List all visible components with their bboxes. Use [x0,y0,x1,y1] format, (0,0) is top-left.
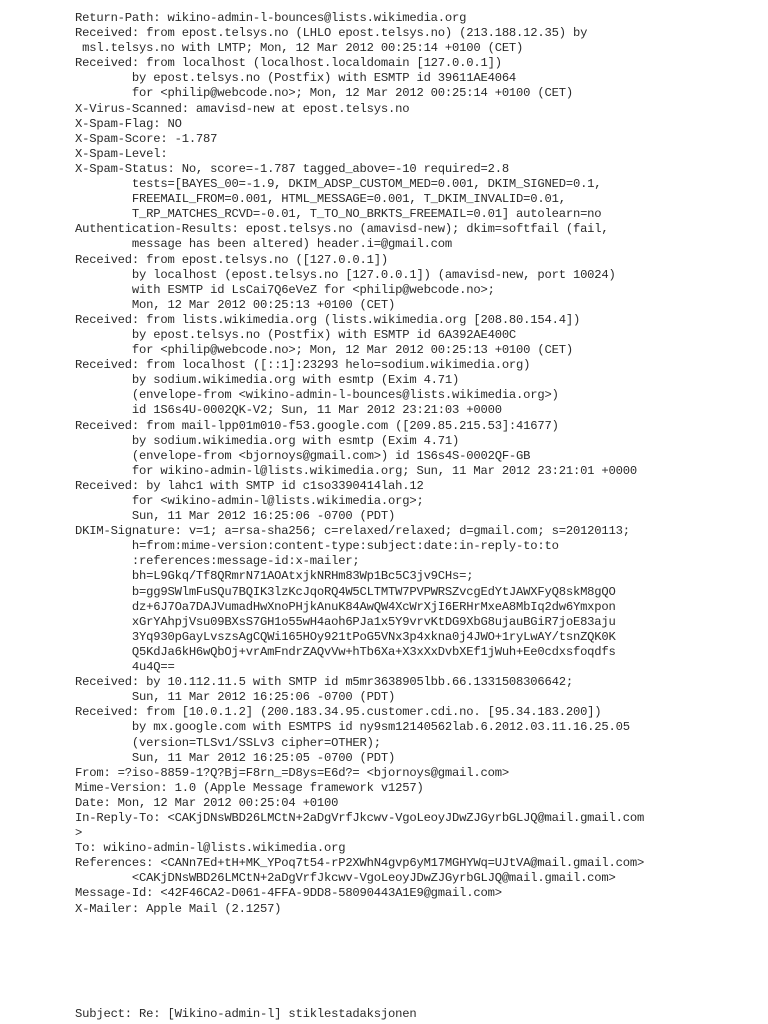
email-header-line: To: wikino-admin-l@lists.wikimedia.org [75,841,346,856]
email-header-line: b=gg9SWlmFuSQu7BQIK3lzKcJqoRQ4W5CLTMTW7PVPWRSZvcgEdYtJAWXFyQ8skM8gQO [75,584,616,599]
email-header-line: <CAKjDNsWBD26LMCtN+2aDgVrfJkcwv-VgoLeoyJDwZJGyrbGLJQ@mail.gmail.com> [75,871,616,886]
email-header-line: bh=L9Gkq/Tf8QRmrN71AOAtxjkNRHm83Wp1Bc5C3jv9CHs=; [75,569,474,584]
email-header-line: by sodium.wikimedia.org with esmtp (Exim 4.71) [75,433,460,448]
email-subject-line: Subject: Re: [Wikino-admin-l] stiklestadaksjonen [75,1007,417,1021]
email-header-line: Received: by 10.112.11.5 with SMTP id m5mr3638905lbb.66.1331508306642; [75,675,573,690]
email-header-line: X-Spam-Score: -1.787 [75,131,218,146]
email-header-line: for wikino-admin-l@lists.wikimedia.org; Sun, 11 Mar 2012 23:21:01 +0000 [75,463,637,478]
email-header-line: Received: from mail-lpp01m010-f53.google.com ([209.85.215.53]:41677) [75,418,559,433]
email-header-line: id 1S6s4U-0002QK-V2; Sun, 11 Mar 2012 23:21:03 +0000 [75,403,502,418]
email-header-line: by sodium.wikimedia.org with esmtp (Exim 4.71) [75,373,460,388]
email-header-line: :references:message-id:x-mailer; [75,554,360,569]
email-header-line: Mime-Version: 1.0 (Apple Message framework v1257) [75,780,424,795]
email-header-line: 4u4Q== [75,660,175,675]
email-header-line: > [75,826,83,841]
email-header-line: for <philip@webcode.no>; Mon, 12 Mar 2012 00:25:14 +0100 (CET) [75,86,573,101]
email-header-line: In-Reply-To: <CAKjDNsWBD26LMCtN+2aDgVrfJkcwv-VgoLeoyJDwZJGyrbGLJQ@mail.gmail.com [75,810,645,825]
email-header-line: by epost.telsys.no (Postfix) with ESMTP id 6A392AE400C [75,327,517,342]
email-header-line: by localhost (epost.telsys.no [127.0.0.1]) (amavisd-new, port 10024) [75,267,616,282]
email-header-line: xGrYAhpjVsu09BXsS7GH1o55wH4aoh6PJa1x5Y9vrvKtDG9XbG8ujauBGiR7joE83aju [75,614,616,629]
email-header-line: tests=[BAYES_00=-1.9, DKIM_ADSP_CUSTOM_MED=0.001, DKIM_SIGNED=0.1, [75,177,602,192]
email-header-line: message has been altered) header.i=@gmail.com [75,237,453,252]
email-header-line: by mx.google.com with ESMTPS id ny9sm12140562lab.6.2012.03.11.16.25.05 [75,720,630,735]
email-header-line: Received: from [10.0.1.2] (200.183.34.95.customer.cdi.no. [95.34.183.200]) [75,705,602,720]
email-header-line: Received: from epost.telsys.no ([127.0.0.1]) [75,252,389,267]
email-header-line: dz+6J7Oa7DAJVumadHwXnoPHjkAnuK84AwQW4XcWrXjI6ERHrMxeA8MbIq2dw6Ymxpon [75,599,616,614]
email-header-line: Message-Id: <42F46CA2-D061-4FFA-9DD8-58090443A1E9@gmail.com> [75,886,502,901]
email-header-line: FREEMAIL_FROM=0.001, HTML_MESSAGE=0.001, T_DKIM_INVALID=0.01, [75,192,566,207]
email-header-line: with ESMTP id LsCai7Q6eVeZ for <philip@webcode.no>; [75,282,495,297]
email-header-line: X-Spam-Status: No, score=-1.787 tagged_above=-10 required=2.8 [75,161,509,176]
email-header-line: Sun, 11 Mar 2012 16:25:05 -0700 (PDT) [75,750,396,765]
email-header-line: X-Spam-Level: [75,146,168,161]
email-header-line: X-Virus-Scanned: amavisd-new at epost.telsys.no [75,101,410,116]
email-header-line: X-Mailer: Apple Mail (2.1257) [75,901,282,916]
email-header-line: Date: Mon, 12 Mar 2012 00:25:04 +0100 [75,795,339,810]
email-header-line: by epost.telsys.no (Postfix) with ESMTP id 39611AE4064 [75,71,517,86]
email-header-line: Received: from lists.wikimedia.org (lists.wikimedia.org [208.80.154.4]) [75,312,581,327]
email-header-line: Sun, 11 Mar 2012 16:25:06 -0700 (PDT) [75,509,396,524]
email-header-line: From: =?iso-8859-1?Q?Bj=F8rn_=D8ys=E6d?= <bjornoys@gmail.com> [75,765,509,780]
email-header-line: for <philip@webcode.no>; Mon, 12 Mar 2012 00:25:13 +0100 (CET) [75,343,573,358]
email-header-line: Return-Path: wikino-admin-l-bounces@lists.wikimedia.org [75,11,467,25]
email-header-line: X-Spam-Flag: NO [75,116,182,131]
email-header-line: Mon, 12 Mar 2012 00:25:13 +0100 (CET) [75,297,396,312]
email-header-line: DKIM-Signature: v=1; a=rsa-sha256; c=relaxed/relaxed; d=gmail.com; s=20120113; [75,524,630,539]
email-header-line: T_RP_MATCHES_RCVD=-0.01, T_TO_NO_BRKTS_FREEMAIL=0.01] autolearn=no [75,207,602,222]
email-header-line: (envelope-from <bjornoys@gmail.com>) id 1S6s4S-0002QF-GB [75,448,531,463]
email-header-line: Received: by lahc1 with SMTP id c1so3390414lah.12 [75,478,424,493]
email-header-line: References: <CANn7Ed+tH+MK_YPoq7t54-rP2XWhN4gvp6yM17MGHYWq=UJtVA@mail.gmail.com> [75,856,645,871]
email-header-line: for <wikino-admin-l@lists.wikimedia.org>; [75,494,424,508]
email-header-line: Received: from localhost (localhost.localdomain [127.0.0.1]) [75,56,502,71]
email-header-line: Received: from localhost ([::1]:23293 helo=sodium.wikimedia.org) [75,358,531,373]
email-header-line: (version=TLSv1/SSLv3 cipher=OTHER); [75,735,381,750]
email-header-line: h=from:mime-version:content-type:subject:date:in-reply-to:to [75,539,559,554]
email-header-line: (envelope-from <wikino-admin-l-bounces@lists.wikimedia.org>) [75,388,559,403]
email-header-line: 3Yq930pGayLvszsAgCQWi165HOy921tPoG5VNx3p4xkna0j4JWO+1ryLwAY/tsnZQK0K [75,629,616,644]
email-headers-block [75,11,765,917]
email-header-line: msl.telsys.no with LMTP; Mon, 12 Mar 2012 00:25:14 +0100 (CET) [75,41,524,56]
email-header-line: Q5KdJa6kH6wQbOj+vrAmFndrZAQvVw+hTb6Xa+X3xXxDvbXEf1jWuh+Ee0cdxsfoqdfs [75,644,616,659]
email-header-line: Sun, 11 Mar 2012 16:25:06 -0700 (PDT) [75,690,396,705]
email-header-line: Authentication-Results: epost.telsys.no (amavisd-new); dkim=softfail (fail, [75,222,609,237]
email-header-line: Received: from epost.telsys.no (LHLO epost.telsys.no) (213.188.12.35) by [75,26,588,41]
